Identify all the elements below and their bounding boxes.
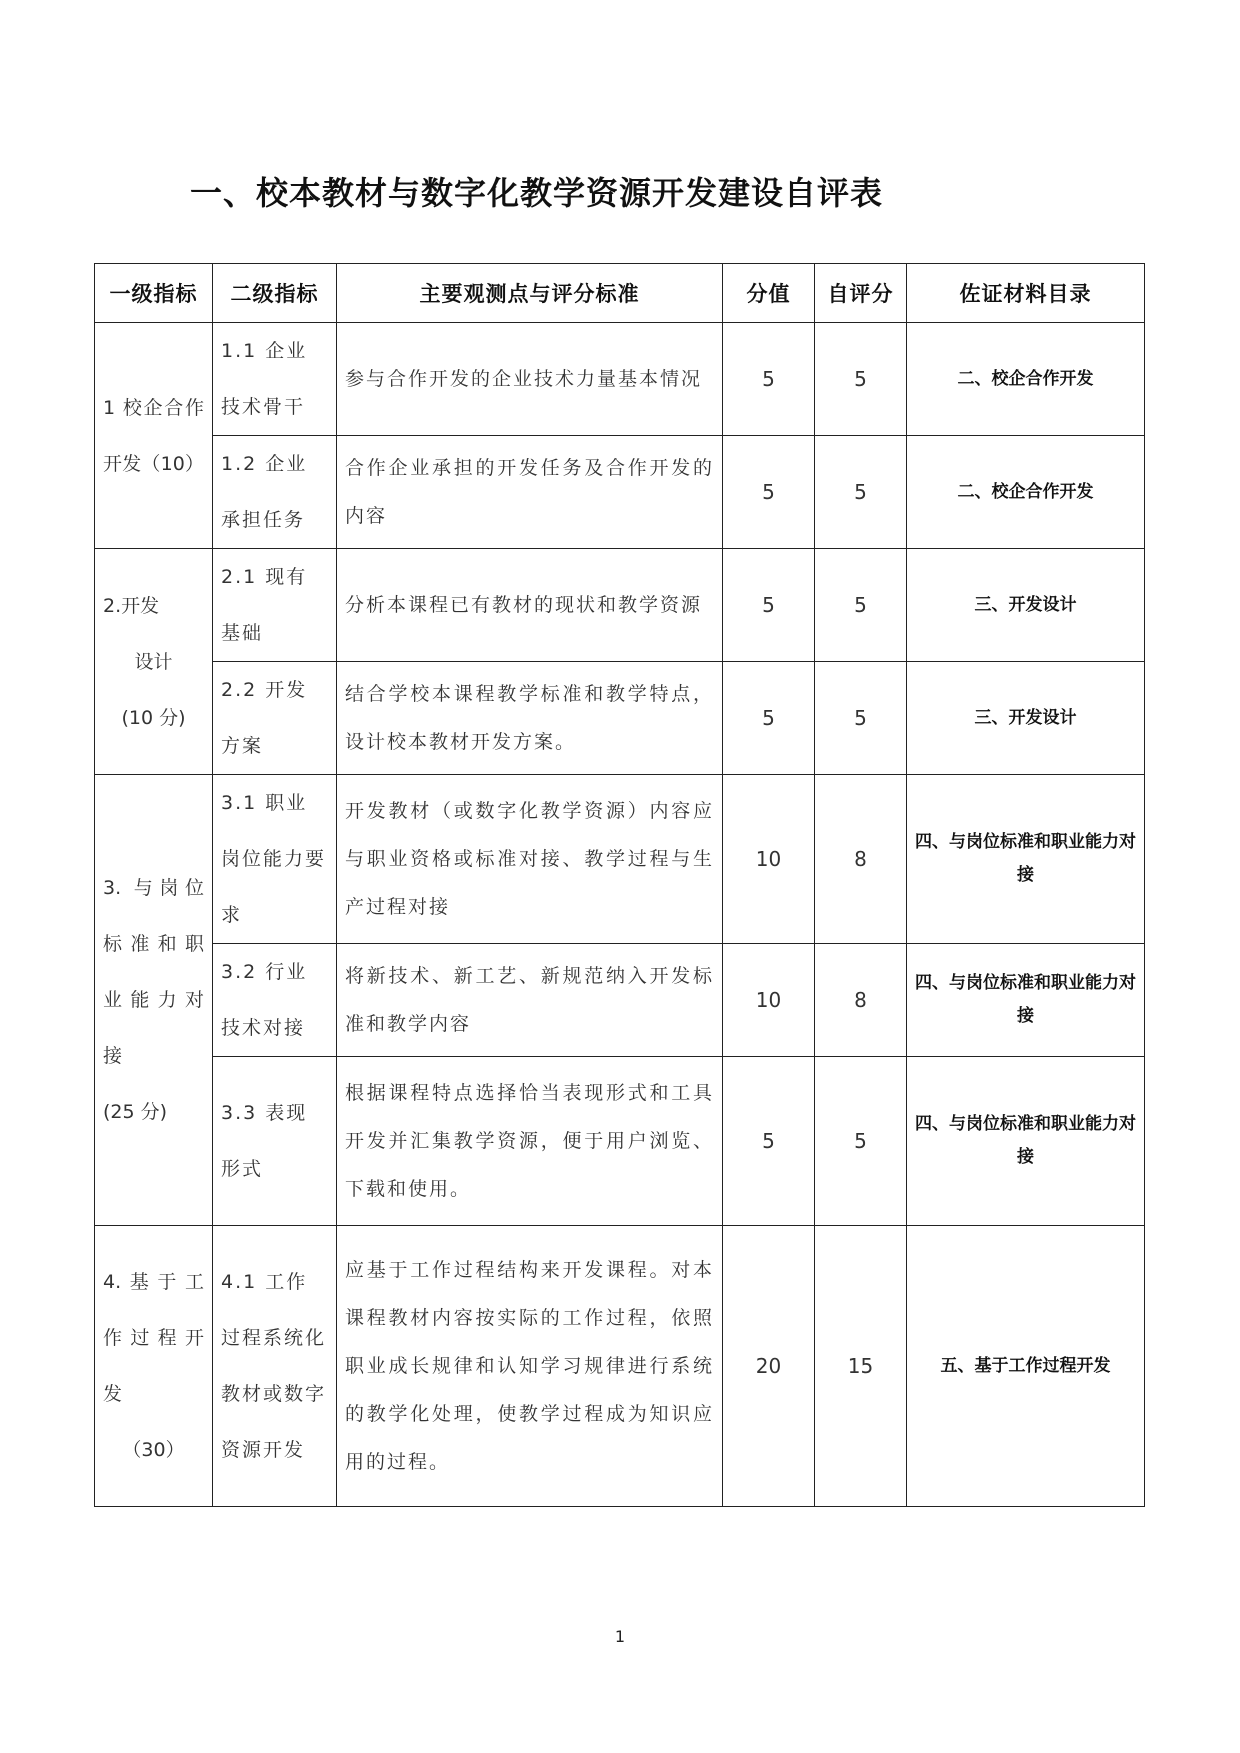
level2-indicator: 1.1 企业技术骨干 bbox=[213, 323, 337, 436]
level1-indicator: 3. 与岗位 标准和职 业能力对 接 (25 分) bbox=[95, 775, 213, 1226]
page-number: 1 bbox=[614, 1627, 626, 1646]
header-level1: 一级指标 bbox=[95, 264, 213, 323]
level2-indicator: 1.2 企业承担任务 bbox=[213, 436, 337, 549]
score-cell: 5 bbox=[723, 549, 815, 662]
header-self-score: 自评分 bbox=[815, 264, 907, 323]
self-score-cell: 8 bbox=[815, 775, 907, 944]
header-score: 分值 bbox=[723, 264, 815, 323]
criteria-cell: 将新技术、新工艺、新规范纳入开发标准和教学内容 bbox=[337, 944, 723, 1057]
evidence-cell: 三、开发设计 bbox=[907, 662, 1145, 775]
self-score-cell: 5 bbox=[815, 662, 907, 775]
criteria-cell: 应基于工作过程结构来开发课程。对本课程教材内容按实际的工作过程，依照职业成长规律和认知学习规律进行系统的教学化处理，使教学过程成为知识应用的过程。 bbox=[337, 1226, 723, 1507]
header-level2: 二级指标 bbox=[213, 264, 337, 323]
criteria-cell: 合作企业承担的开发任务及合作开发的内容 bbox=[337, 436, 723, 549]
level1-indicator: 1 校企合作 开发（10） bbox=[95, 323, 213, 549]
criteria-cell: 参与合作开发的企业技术力量基本情况 bbox=[337, 323, 723, 436]
table-row bbox=[95, 775, 1145, 944]
table-row bbox=[95, 1057, 1145, 1226]
criteria-cell: 根据课程特点选择恰当表现形式和工具开发并汇集教学资源，便于用户浏览、下载和使用。 bbox=[337, 1057, 723, 1226]
header-row bbox=[95, 264, 1145, 323]
evidence-cell: 二、校企合作开发 bbox=[907, 436, 1145, 549]
criteria-cell: 分析本课程已有教材的现状和教学资源 bbox=[337, 549, 723, 662]
evidence-cell: 三、开发设计 bbox=[907, 549, 1145, 662]
self-score-cell: 15 bbox=[815, 1226, 907, 1507]
criteria-cell: 结合学校本课程教学标准和教学特点，设计校本教材开发方案。 bbox=[337, 662, 723, 775]
level2-indicator: 3.1 职业岗位能力要求 bbox=[213, 775, 337, 944]
evidence-cell: 四、与岗位标准和职业能力对接 bbox=[907, 1057, 1145, 1226]
criteria-cell: 开发教材（或数字化教学资源）内容应与职业资格或标准对接、教学过程与生产过程对接 bbox=[337, 775, 723, 944]
score-cell: 10 bbox=[723, 944, 815, 1057]
evidence-cell: 二、校企合作开发 bbox=[907, 323, 1145, 436]
self-score-cell: 5 bbox=[815, 323, 907, 436]
level1-indicator: 2.开发 设计 (10 分) bbox=[95, 549, 213, 775]
table-row bbox=[95, 323, 1145, 436]
level2-indicator: 2.1 现有基础 bbox=[213, 549, 337, 662]
self-score-cell: 5 bbox=[815, 549, 907, 662]
self-score-cell: 5 bbox=[815, 1057, 907, 1226]
level2-indicator: 3.2 行业技术对接 bbox=[213, 944, 337, 1057]
self-evaluation-table bbox=[94, 263, 1145, 1507]
score-cell: 20 bbox=[723, 1226, 815, 1507]
score-cell: 10 bbox=[723, 775, 815, 944]
table-row bbox=[95, 662, 1145, 775]
score-cell: 5 bbox=[723, 323, 815, 436]
self-score-cell: 5 bbox=[815, 436, 907, 549]
header-criteria: 主要观测点与评分标准 bbox=[337, 264, 723, 323]
evidence-cell: 四、与岗位标准和职业能力对接 bbox=[907, 944, 1145, 1057]
level2-indicator: 2.2 开发方案 bbox=[213, 662, 337, 775]
table-row bbox=[95, 436, 1145, 549]
table-row bbox=[95, 1226, 1145, 1507]
table-row bbox=[95, 549, 1145, 662]
page-title: 一、校本教材与数字化教学资源开发建设自评表 bbox=[190, 174, 884, 212]
table-row bbox=[95, 944, 1145, 1057]
header-evidence: 佐证材料目录 bbox=[907, 264, 1145, 323]
score-cell: 5 bbox=[723, 436, 815, 549]
self-score-cell: 8 bbox=[815, 944, 907, 1057]
level2-indicator: 4.1 工作过程系统化教材或数字资源开发 bbox=[213, 1226, 337, 1507]
evidence-cell: 四、与岗位标准和职业能力对接 bbox=[907, 775, 1145, 944]
evidence-cell: 五、基于工作过程开发 bbox=[907, 1226, 1145, 1507]
score-cell: 5 bbox=[723, 1057, 815, 1226]
level2-indicator: 3.3 表现形式 bbox=[213, 1057, 337, 1226]
score-cell: 5 bbox=[723, 662, 815, 775]
level1-indicator: 4.基于工 作过程开 发 （30） bbox=[95, 1226, 213, 1507]
